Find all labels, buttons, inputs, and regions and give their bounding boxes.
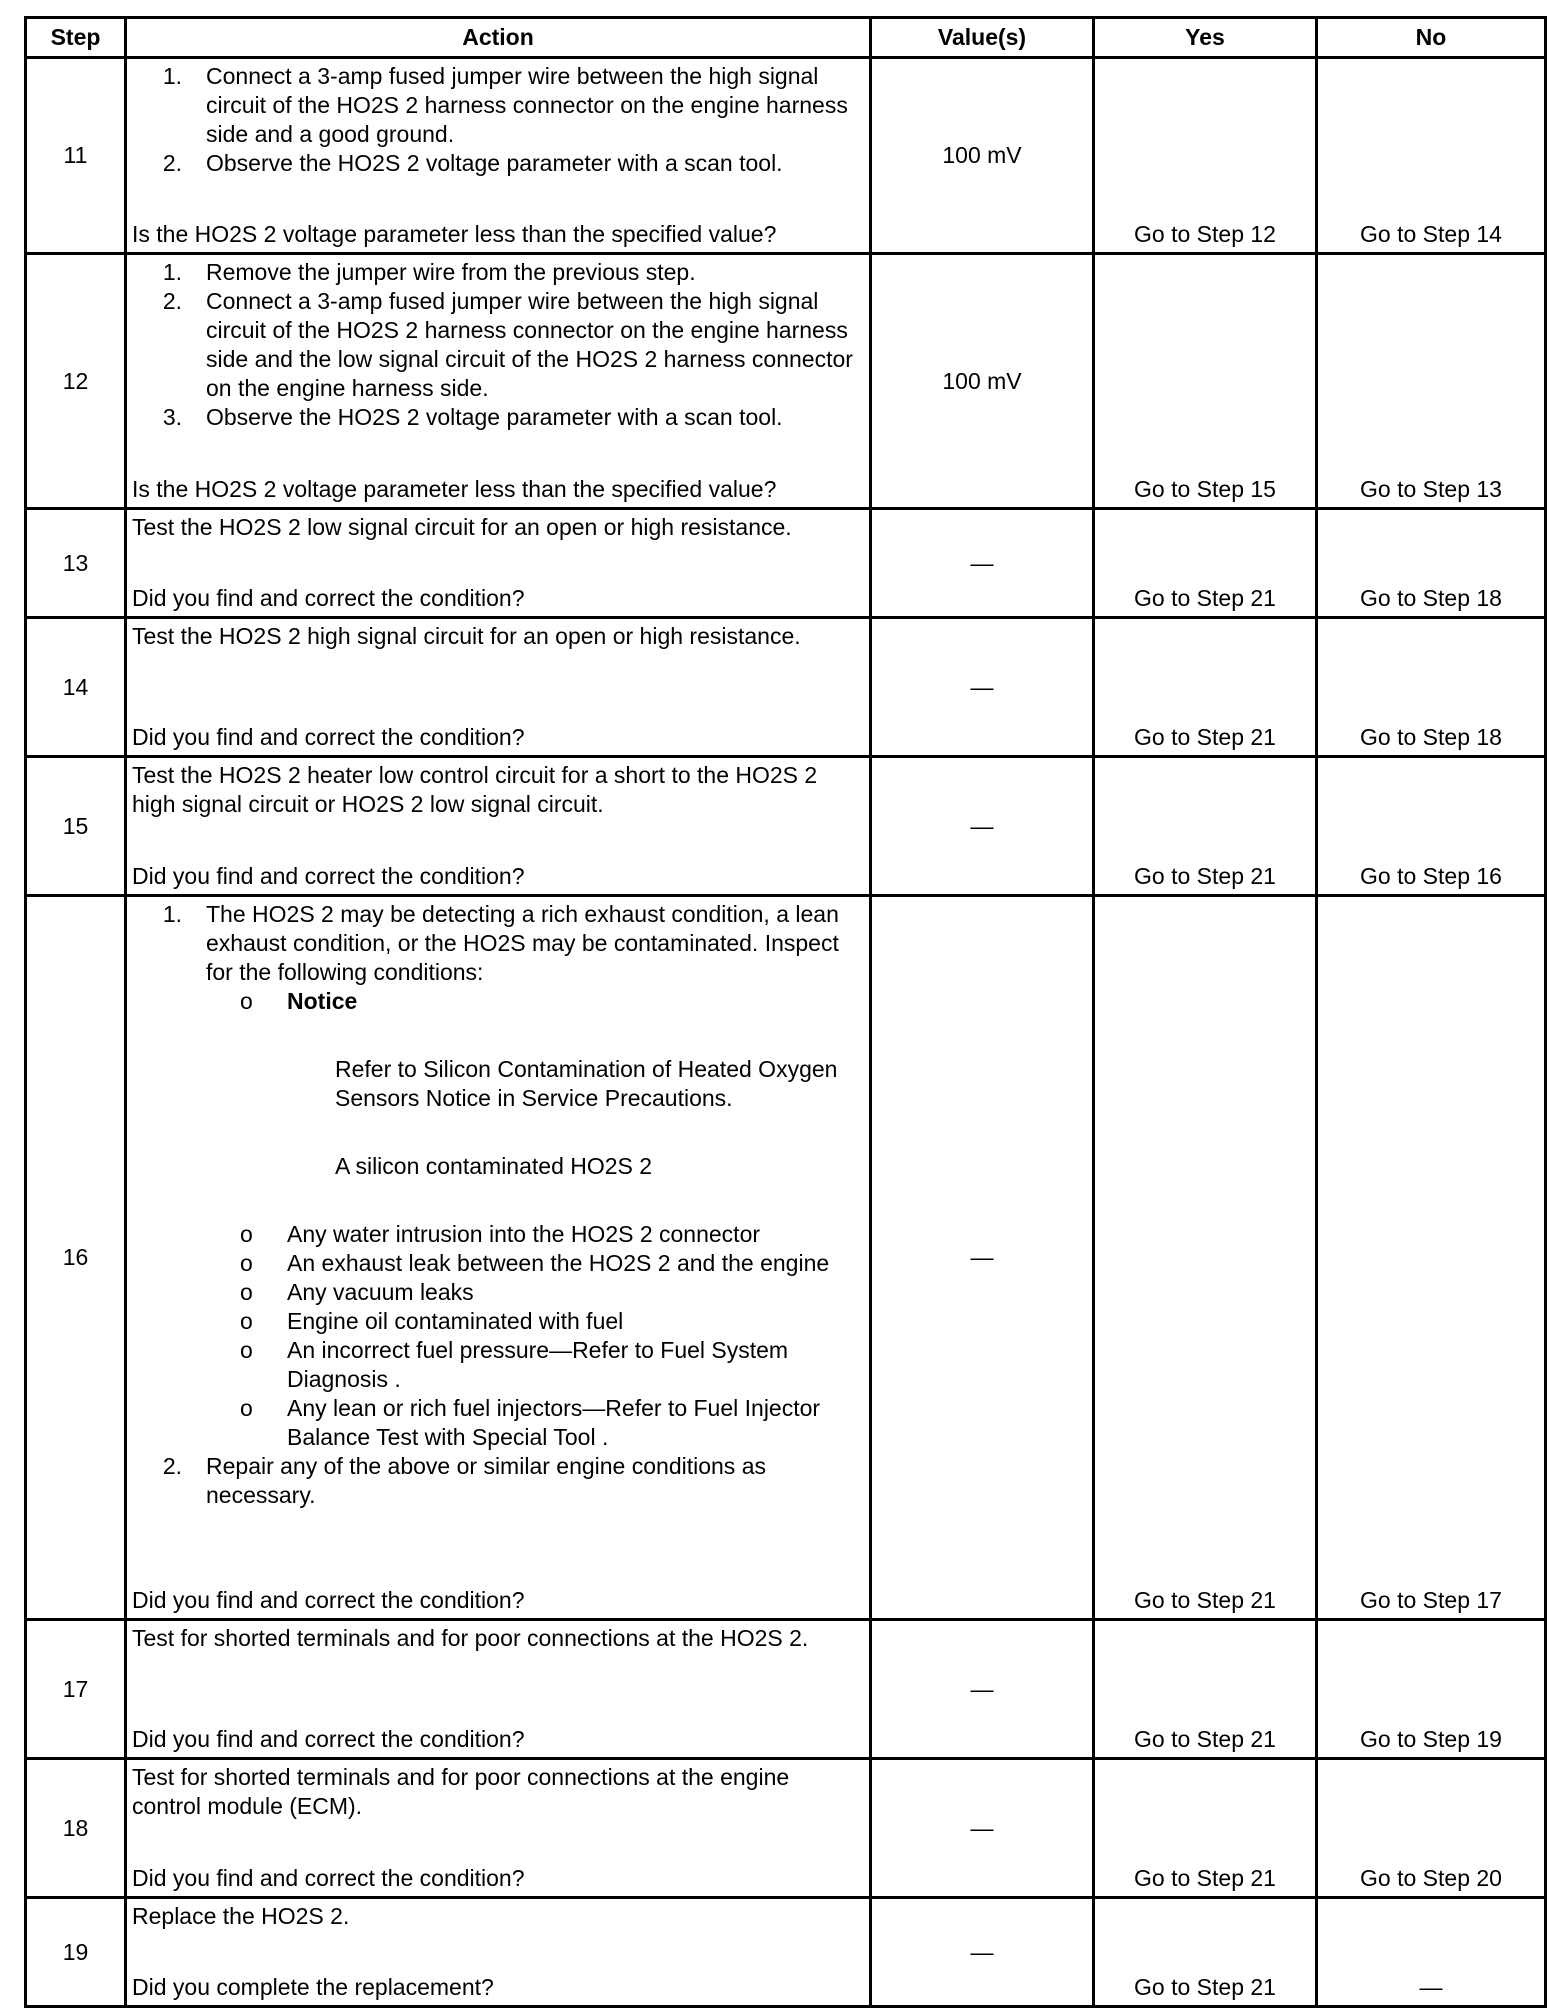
step-number: 17 [26, 1620, 126, 1759]
action-step-text: Observe the HO2S 2 voltage parameter with a scan tool. [206, 150, 783, 176]
yes-cell: Go to Step 21 [1094, 896, 1317, 1620]
step-number: 19 [26, 1898, 126, 2007]
action-text: Test the HO2S 2 low signal circuit for an open or high resistance. [132, 514, 792, 540]
step-number: 16 [26, 896, 126, 1620]
condition-item: Engine oil contaminated with fuel [287, 1308, 624, 1334]
action-question: Did you find and correct the condition? [132, 724, 525, 750]
value-cell: 100 mV [871, 58, 1094, 254]
condition-item: Any water intrusion into the HO2S 2 connector [287, 1221, 761, 1247]
condition-item: An exhaust leak between the HO2S 2 and the engine [287, 1250, 830, 1276]
condition-item: Any vacuum leaks [287, 1279, 474, 1305]
step-number: 13 [26, 509, 126, 618]
list-number: 2. [162, 1453, 182, 1479]
no-cell: Go to Step 16 [1317, 757, 1546, 896]
action-question: Did you find and correct the condition? [132, 1726, 525, 1752]
bullet-icon: o [240, 1221, 253, 1247]
action-text: Test the HO2S 2 heater low control circuit for a short to the HO2S 2 high signal circuit or HO2S 2 low signal circuit. [132, 762, 818, 817]
table-row-step-17 [26, 1620, 1546, 1759]
action-cell [126, 58, 871, 254]
list-number: 2. [162, 150, 182, 176]
header-row [26, 18, 1546, 58]
action-text: Test the HO2S 2 high signal circuit for an open or high resistance. [132, 623, 801, 649]
header-step: Step [26, 18, 126, 58]
yes-cell: Go to Step 15 [1094, 254, 1317, 509]
action-cell [126, 757, 871, 896]
bullet-icon: o [240, 1337, 253, 1363]
value-cell: — [871, 1898, 1094, 2007]
action-step-text: Observe the HO2S 2 voltage parameter with a scan tool. [206, 404, 783, 430]
yes-cell: Go to Step 21 [1094, 1759, 1317, 1898]
value-cell: — [871, 1759, 1094, 1898]
step-number: 12 [26, 254, 126, 509]
action-question: Is the HO2S 2 voltage parameter less than the specified value? [132, 221, 777, 247]
yes-cell: Go to Step 12 [1094, 58, 1317, 254]
action-step-text: Remove the jumper wire from the previous step. [206, 259, 696, 285]
step-number: 14 [26, 618, 126, 757]
action-question: Did you find and correct the condition? [132, 1865, 525, 1891]
list-number: 1. [162, 901, 182, 927]
value-cell: — [871, 618, 1094, 757]
value-cell: — [871, 509, 1094, 618]
action-cell [126, 254, 871, 509]
notice-title: Notice [287, 988, 358, 1014]
action-step-text: Connect a 3-amp fused jumper wire between the high signal circuit of the HO2S 2 harness connector on the engine harness side and the low signal circuit of the HO2S 2 harness connector on the engine harness side. [206, 288, 853, 401]
header-no: No [1317, 18, 1546, 58]
value-cell: — [871, 896, 1094, 1620]
condition-item: An incorrect fuel pressure—Refer to Fuel System Diagnosis . [287, 1337, 789, 1392]
value-cell: 100 mV [871, 254, 1094, 509]
no-cell: Go to Step 20 [1317, 1759, 1546, 1898]
value-cell: — [871, 757, 1094, 896]
step-number: 11 [26, 58, 126, 254]
list-number: 1. [162, 259, 182, 285]
action-text: Test for shorted terminals and for poor connections at the engine control module (ECM). [132, 1764, 790, 1819]
table-row-step-15 [26, 757, 1546, 896]
yes-cell: Go to Step 21 [1094, 1898, 1317, 2007]
action-step-text: Repair any of the above or similar engine conditions as necessary. [206, 1453, 766, 1508]
no-cell: Go to Step 17 [1317, 896, 1546, 1620]
table-row-step-14 [26, 618, 1546, 757]
header-action: Action [126, 18, 871, 58]
action-text: Replace the HO2S 2. [132, 1903, 350, 1929]
bullet-icon: o [240, 1308, 253, 1334]
yes-cell: Go to Step 21 [1094, 1620, 1317, 1759]
action-cell [126, 896, 871, 1620]
no-cell: Go to Step 18 [1317, 509, 1546, 618]
table-row-step-16 [26, 896, 1546, 1620]
action-question: Did you find and correct the condition? [132, 1587, 525, 1613]
action-text: Test for shorted terminals and for poor connections at the HO2S 2. [132, 1625, 809, 1651]
action-cell [126, 618, 871, 757]
no-cell: Go to Step 19 [1317, 1620, 1546, 1759]
action-cell [126, 1620, 871, 1759]
bullet-icon: o [240, 1279, 253, 1305]
step-number: 15 [26, 757, 126, 896]
yes-cell: Go to Step 21 [1094, 757, 1317, 896]
no-cell: Go to Step 18 [1317, 618, 1546, 757]
action-step-text: The HO2S 2 may be detecting a rich exhaust condition, a lean exhaust condition, or the HO2S may be contaminated. Inspect for the following conditions: [206, 901, 839, 985]
action-cell [126, 509, 871, 618]
condition-item: Any lean or rich fuel injectors—Refer to Fuel Injector Balance Test with Special Tool . [287, 1395, 821, 1450]
action-question: Did you complete the replacement? [132, 1974, 494, 2000]
action-cell [126, 1759, 871, 1898]
notice-item: A silicon contaminated HO2S 2 [335, 1153, 653, 1179]
list-number: 1. [162, 63, 182, 89]
value-cell: — [871, 1620, 1094, 1759]
header-values: Value(s) [871, 18, 1094, 58]
bullet-icon: o [240, 988, 253, 1014]
list-number: 2. [162, 288, 182, 314]
action-cell [126, 1898, 871, 2007]
diagnostic-table [24, 16, 1547, 2008]
yes-cell: Go to Step 21 [1094, 618, 1317, 757]
yes-cell: Go to Step 21 [1094, 509, 1317, 618]
action-step-text: Connect a 3-amp fused jumper wire between the high signal circuit of the HO2S 2 harness connector on the engine harness side and a good ground. [206, 63, 848, 147]
action-question: Did you find and correct the condition? [132, 863, 525, 889]
bullet-icon: o [240, 1250, 253, 1276]
list-number: 3. [162, 404, 182, 430]
table-row-step-18 [26, 1759, 1546, 1898]
table-row-step-13 [26, 509, 1546, 618]
table-row-step-19 [26, 1898, 1546, 2007]
table-row-step-12 [26, 254, 1546, 509]
no-cell: Go to Step 14 [1317, 58, 1546, 254]
action-question: Did you find and correct the condition? [132, 585, 525, 611]
header-yes: Yes [1094, 18, 1317, 58]
no-cell: — [1317, 1898, 1546, 2007]
diagnostic-table-page [24, 16, 1544, 2008]
bullet-icon: o [240, 1395, 253, 1421]
table-row-step-11 [26, 58, 1546, 254]
notice-text: Refer to Silicon Contamination of Heated Oxygen Sensors Notice in Service Precautions. [335, 1056, 838, 1111]
action-question: Is the HO2S 2 voltage parameter less than the specified value? [132, 476, 777, 502]
step-number: 18 [26, 1759, 126, 1898]
no-cell: Go to Step 13 [1317, 254, 1546, 509]
